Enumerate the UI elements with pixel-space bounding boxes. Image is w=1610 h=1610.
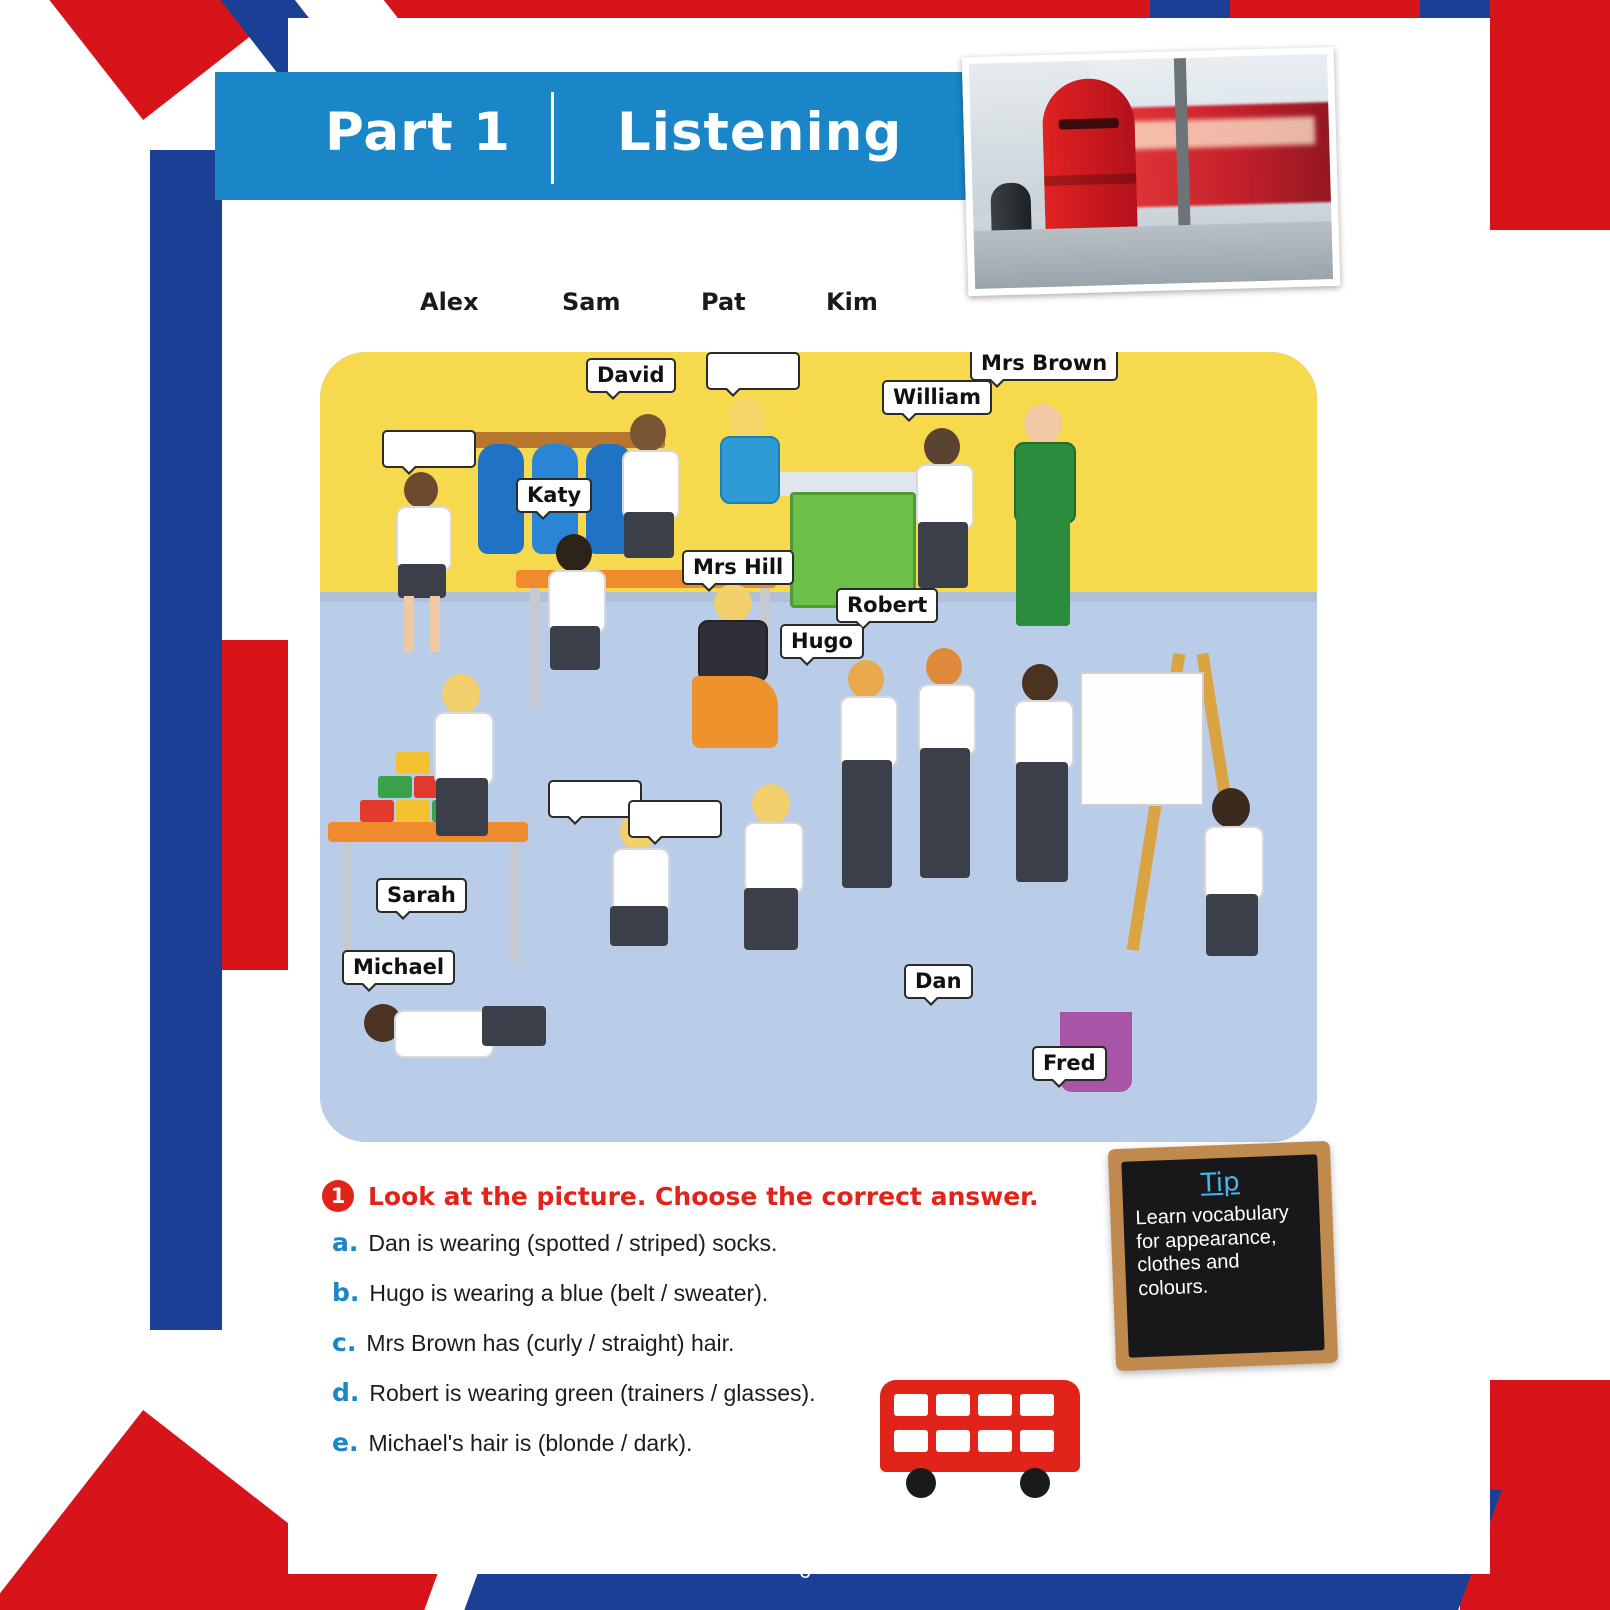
photo-pavement [974,221,1333,289]
figure-head [714,584,752,622]
figure-torso [918,684,976,756]
item-text-d: Robert is wearing green (trainers / glasses). [369,1380,816,1406]
bus-wheel [1020,1468,1050,1498]
bus-window [1020,1430,1054,1452]
figure-trousers [624,512,674,558]
figure-head [752,784,790,824]
tip-title: Tip [1200,1167,1241,1199]
figure-torso [840,696,898,768]
red-bus-illustration [880,1380,1090,1498]
tip-text: Learn vocabulary for appearance, clothes and colours. [1135,1201,1290,1301]
flag-band-left-blue [150,150,222,1330]
item-letter-c: c. [332,1328,357,1357]
block [396,800,430,822]
name-tag-robert[interactable]: Robert [836,588,938,623]
name-option-3: Pat [701,288,746,316]
exercise-item-b[interactable] [332,1278,1082,1307]
figure-head [556,534,592,572]
bus-window [894,1430,928,1452]
figure-head [728,398,766,438]
figure-torso [744,822,804,894]
figure-shorts [398,564,446,598]
tip-blackboard [1108,1141,1338,1371]
exercise-item-c[interactable] [332,1328,1082,1357]
name-tag-michael[interactable]: Michael [342,950,455,985]
bus-wheel [906,1468,936,1498]
photo-postbox-slot [1059,118,1119,130]
part-label: Part 1 [325,102,511,163]
name-tag-sarah[interactable]: Sarah [376,878,467,913]
figure-torso [698,620,768,682]
figure-torso [916,464,974,530]
figure-head [1212,788,1250,828]
name-option-2: Sam [562,288,621,316]
figure-skirt [692,676,778,748]
figure-trousers [918,522,968,588]
easel-canvas [1080,672,1204,806]
block [396,752,430,774]
table-leg [342,842,352,962]
name-tag-blank[interactable] [628,800,722,838]
figure-torso [394,1010,494,1058]
figure-torso [1204,826,1264,900]
item-letter-e: e. [332,1428,359,1457]
header-divider [551,92,554,184]
exercise-item-a[interactable] [332,1228,1082,1257]
name-tag-katy[interactable]: Katy [516,478,592,513]
classroom-table-2 [328,822,528,842]
figure-torso [548,570,606,634]
name-option-4: Kim [826,288,878,316]
figure-head [924,428,960,466]
figure-head [442,674,480,714]
name-tag-blank[interactable] [706,352,800,390]
figure-leg [430,596,440,652]
bus-window [1020,1394,1054,1416]
bus-window [978,1430,1012,1452]
figure-torso [396,506,452,572]
name-tag-william[interactable]: William [882,380,992,415]
name-tag-david[interactable]: David [586,358,676,393]
classroom-illustration [320,352,1317,1142]
block [378,776,412,798]
name-option-1: Alex [420,288,479,316]
flag-band-left-red [222,640,294,970]
name-tag-mrs-hill[interactable]: Mrs Hill [682,550,794,585]
block [360,800,394,822]
figure-skirt [1016,516,1070,626]
name-tag-blank[interactable] [382,430,476,468]
figure-head [926,648,962,686]
exercise-instruction: Look at the picture. Choose the correct answer. [368,1181,1039,1211]
item-text-c: Mrs Brown has (curly / straight) hair. [366,1330,735,1356]
figure-trousers [842,760,892,888]
table-leg [530,588,540,708]
figure-head [848,660,884,698]
figure-head [1022,664,1058,702]
bus-window [978,1394,1012,1416]
figure-torso [612,848,670,914]
figure-trousers [1016,762,1068,882]
bus-window [936,1394,970,1416]
item-text-e: Michael's hair is (blonde / dark). [368,1430,693,1456]
figure-skirt [610,906,668,946]
figure-head [404,472,438,508]
photo-bus-windows [1115,116,1316,150]
figure-head [1024,404,1062,444]
figure-torso [1014,700,1074,770]
figure-torso [622,450,680,520]
section-title: Listening [617,102,903,163]
item-text-b: Hugo is wearing a blue (belt / sweater). [369,1280,769,1306]
flag-block-right-red-top [1490,0,1610,230]
london-photo [962,47,1341,296]
item-letter-b: b. [332,1278,360,1307]
item-text-a: Dan is wearing (spotted / striped) socks. [368,1230,778,1256]
figure-torso [720,436,780,504]
figure-trousers [482,1006,546,1046]
figure-torso [434,712,494,786]
name-options-row [420,288,940,322]
exercise-heading [322,1180,1082,1212]
figure-trousers [920,748,970,878]
table-leg [510,842,520,962]
figure-skirt [436,778,488,836]
bus-window [936,1430,970,1452]
figure-torso [1014,442,1076,524]
figure-head [630,414,666,452]
name-tag-dan[interactable]: Dan [904,964,973,999]
name-tag-hugo[interactable]: Hugo [780,624,864,659]
page-number: 6 [798,1558,812,1583]
bus-window [894,1394,928,1416]
photo-postbox-band [1044,173,1136,186]
tip-board-surface [1121,1154,1324,1357]
figure-skirt [550,626,600,670]
exercise-number-badge: 1 [322,1180,354,1212]
figure-skirt [744,888,798,950]
figure-trousers [1206,894,1258,956]
name-tag-mrs-brown[interactable]: Mrs Brown [970,352,1118,381]
figure-leg [404,596,414,652]
bus-body [880,1380,1080,1472]
name-tag-fred[interactable]: Fred [1032,1046,1107,1081]
item-letter-a: a. [332,1228,359,1257]
item-letter-d: d. [332,1378,360,1407]
